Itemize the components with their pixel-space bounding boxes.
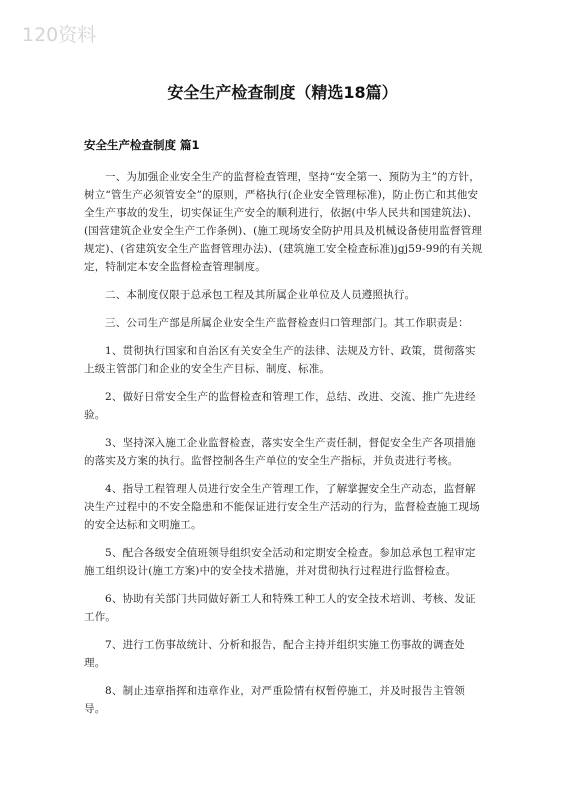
paragraph: 一、为加强企业安全生产的监督检查管理，坚持“安全第一、预防为主”的方针，树立“管生产必须管安全”的原则，严格执行(企业安全管理标准)，防止伤亡和其他安全生产事故的发生，切实保证生产安全的顺利进行，依据(中华人民共和国建筑法)、(国营建筑企业安全生产工作条例)、(施工现场安全防护用具及机械设备使用监督管理规定)、(省建筑安全生产监督管理办法)、(建筑施工安全检查标准)jgj59-99的有关规定，特制定本安全监督检查管理制度。	[84, 171, 483, 273]
document-body	[84, 168, 484, 728]
paragraph: 3、坚持深入施工企业监督检查，落实安全生产责任制，督促安全生产各项措施的落实及方案的执行。监督控制各生产单位的安全生产指标，并负责进行考核。	[84, 437, 476, 467]
paragraph: 2、做好日常安全生产的监督检查和管理工作，总结、改进、交流、推广先进经验。	[84, 391, 476, 421]
paragraph: 7、进行工伤事故统计、分析和报告，配合主持并组织实施工伤事故的调查处理。	[84, 639, 465, 669]
paragraph: 1、贯彻执行国家和自治区有关安全生产的法律、法规及方针、政策，贯彻落实上级主管部门和企业的安全生产目标、制度、标准。	[84, 345, 476, 375]
paragraph: 8、制止违章指挥和违章作业，对严重险情有权暂停施工，并及时报告主管领导。	[84, 685, 465, 715]
paragraph: 5、配合各级安全值班领导组织安全活动和定期安全检查。参加总承包工程审定施工组织设计(施工方案)中的安全技术措施，并对贯彻执行过程进行监督检查。	[84, 547, 476, 577]
paragraph: 二、本制度仅限于总承包工程及其所属企业单位及人员遵照执行。	[105, 289, 416, 301]
paragraph: 6、协助有关部门共同做好新工人和特殊工种工人的安全技术培训、考核、发证工作。	[84, 593, 476, 623]
paragraph: 4、指导工程管理人员进行安全生产管理工作，了解掌握安全生产动态，监督解决生产过程中的不安全隐患和不能保证进行安全生产活动的行为，监督检查施工现场的安全达标和文明施工。	[84, 483, 480, 531]
watermark-logo: 120资料	[22, 24, 97, 46]
section-heading: 安全生产检查制度 篇1	[84, 138, 200, 152]
paragraph: 三、公司生产部是所属企业安全生产监督检查归口管理部门。其工作职责是：	[105, 317, 469, 329]
document-title: 安全生产检查制度（精选18篇）	[167, 83, 398, 102]
